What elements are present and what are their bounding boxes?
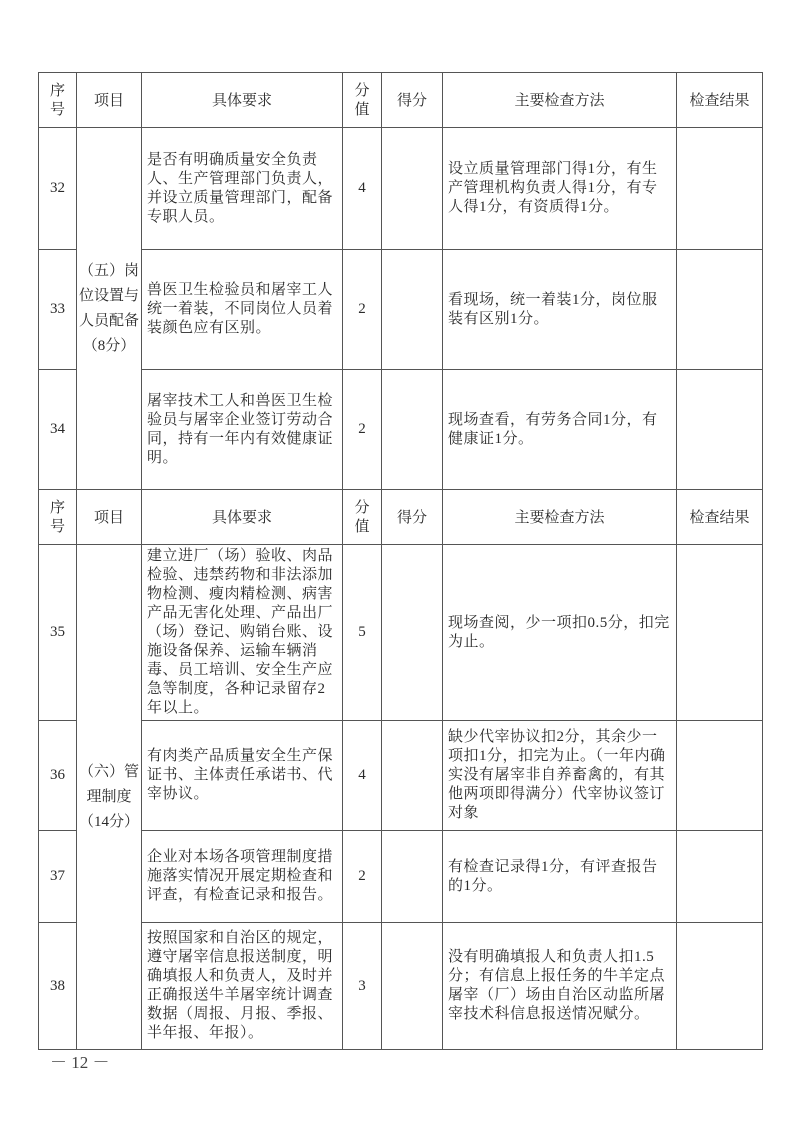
score-cell bbox=[382, 721, 443, 831]
row-number: 34 bbox=[39, 370, 77, 490]
row-number: 37 bbox=[39, 831, 77, 923]
table-row bbox=[39, 721, 763, 831]
method-cell: 现场查看，有劳务合同1分，有健康证1分。 bbox=[443, 370, 677, 490]
points-cell: 2 bbox=[343, 250, 382, 370]
table-row bbox=[39, 128, 763, 250]
column-header-requirement: 具体要求 bbox=[142, 490, 343, 545]
method-cell: 缺少代宰协议扣2分，其余少一项扣1分，扣完为止。（一年内确实没有屠宰非自养畜禽的，有其他两项即得满分）代宰协议签订对象 bbox=[443, 721, 677, 831]
result-cell bbox=[677, 128, 763, 250]
column-header-result: 检查结果 bbox=[677, 490, 763, 545]
method-cell: 现场查阅，少一项扣0.5分，扣完为止。 bbox=[443, 545, 677, 721]
requirement-cell: 屠宰技术工人和兽医卫生检验员与屠宰企业签订劳动合同，持有一年内有效健康证明。 bbox=[142, 370, 343, 490]
header-row bbox=[39, 73, 763, 128]
header-row bbox=[39, 490, 763, 545]
result-cell bbox=[677, 370, 763, 490]
points-cell: 2 bbox=[343, 831, 382, 923]
row-number: 33 bbox=[39, 250, 77, 370]
points-cell: 4 bbox=[343, 721, 382, 831]
column-header-score: 得分 bbox=[382, 490, 443, 545]
table-row bbox=[39, 370, 763, 490]
result-cell bbox=[677, 923, 763, 1050]
column-header-points: 分值 bbox=[343, 73, 382, 128]
row-number: 32 bbox=[39, 128, 77, 250]
method-cell: 有检查记录得1分，有评查报告的1分。 bbox=[443, 831, 677, 923]
score-cell bbox=[382, 370, 443, 490]
score-cell bbox=[382, 831, 443, 923]
score-cell bbox=[382, 923, 443, 1050]
column-header-result: 检查结果 bbox=[677, 73, 763, 128]
column-header-no: 序号 bbox=[39, 490, 77, 545]
column-header-method: 主要检查方法 bbox=[443, 490, 677, 545]
column-header-score: 得分 bbox=[382, 73, 443, 128]
row-number: 38 bbox=[39, 923, 77, 1050]
column-header-points: 分值 bbox=[343, 490, 382, 545]
column-header-requirement: 具体要求 bbox=[142, 73, 343, 128]
table-row bbox=[39, 545, 763, 721]
points-cell: 2 bbox=[343, 370, 382, 490]
table-row bbox=[39, 831, 763, 923]
result-cell bbox=[677, 250, 763, 370]
result-cell bbox=[677, 831, 763, 923]
points-cell: 4 bbox=[343, 128, 382, 250]
requirement-cell: 有肉类产品质量安全生产保证书、主体责任承诺书、代宰协议。 bbox=[142, 721, 343, 831]
row-number: 35 bbox=[39, 545, 77, 721]
table-row bbox=[39, 923, 763, 1050]
column-header-project: 项目 bbox=[77, 73, 142, 128]
requirement-cell: 建立进厂（场）验收、肉品检验、违禁药物和非法添加物检测、瘦肉精检测、病害产品无害化处理、产品出厂（场）登记、购销台账、设施设备保养、运输车辆消毒、员工培训、安全生产应急等制度，各种记录留存2年以上。 bbox=[142, 545, 343, 721]
page-number: － 12 － bbox=[50, 1053, 110, 1072]
project-cell: （五）岗位设置与人员配备（8分） bbox=[77, 128, 142, 490]
points-cell: 5 bbox=[343, 545, 382, 721]
result-cell bbox=[677, 545, 763, 721]
points-cell: 3 bbox=[343, 923, 382, 1050]
requirement-cell: 是否有明确质量安全负责人、生产管理部门负责人，并设立质量管理部门，配备专职人员。 bbox=[142, 128, 343, 250]
method-cell: 没有明确填报人和负责人扣1.5分；有信息上报任务的牛羊定点屠宰（厂）场由自治区动监所屠宰技术科信息报送情况赋分。 bbox=[443, 923, 677, 1050]
inspection-table bbox=[38, 72, 763, 1050]
row-number: 36 bbox=[39, 721, 77, 831]
column-header-method: 主要检查方法 bbox=[443, 73, 677, 128]
column-header-project: 项目 bbox=[77, 490, 142, 545]
requirement-cell: 兽医卫生检验员和屠宰工人统一着装，不同岗位人员着装颜色应有区别。 bbox=[142, 250, 343, 370]
score-cell bbox=[382, 128, 443, 250]
table-row bbox=[39, 250, 763, 370]
requirement-cell: 企业对本场各项管理制度措施落实情况开展定期检查和评查，有检查记录和报告。 bbox=[142, 831, 343, 923]
project-cell: （六）管理制度（14分） bbox=[77, 545, 142, 1050]
method-cell: 看现场，统一着装1分，岗位服装有区别1分。 bbox=[443, 250, 677, 370]
column-header-no: 序号 bbox=[39, 73, 77, 128]
method-cell: 设立质量管理部门得1分，有生产管理机构负责人得1分，有专人得1分，有资质得1分。 bbox=[443, 128, 677, 250]
score-cell bbox=[382, 545, 443, 721]
score-cell bbox=[382, 250, 443, 370]
result-cell bbox=[677, 721, 763, 831]
requirement-cell: 按照国家和自治区的规定，遵守屠宰信息报送制度，明确填报人和负责人，及时并正确报送牛羊屠宰统计调查数据（周报、月报、季报、半年报、年报）。 bbox=[142, 923, 343, 1050]
